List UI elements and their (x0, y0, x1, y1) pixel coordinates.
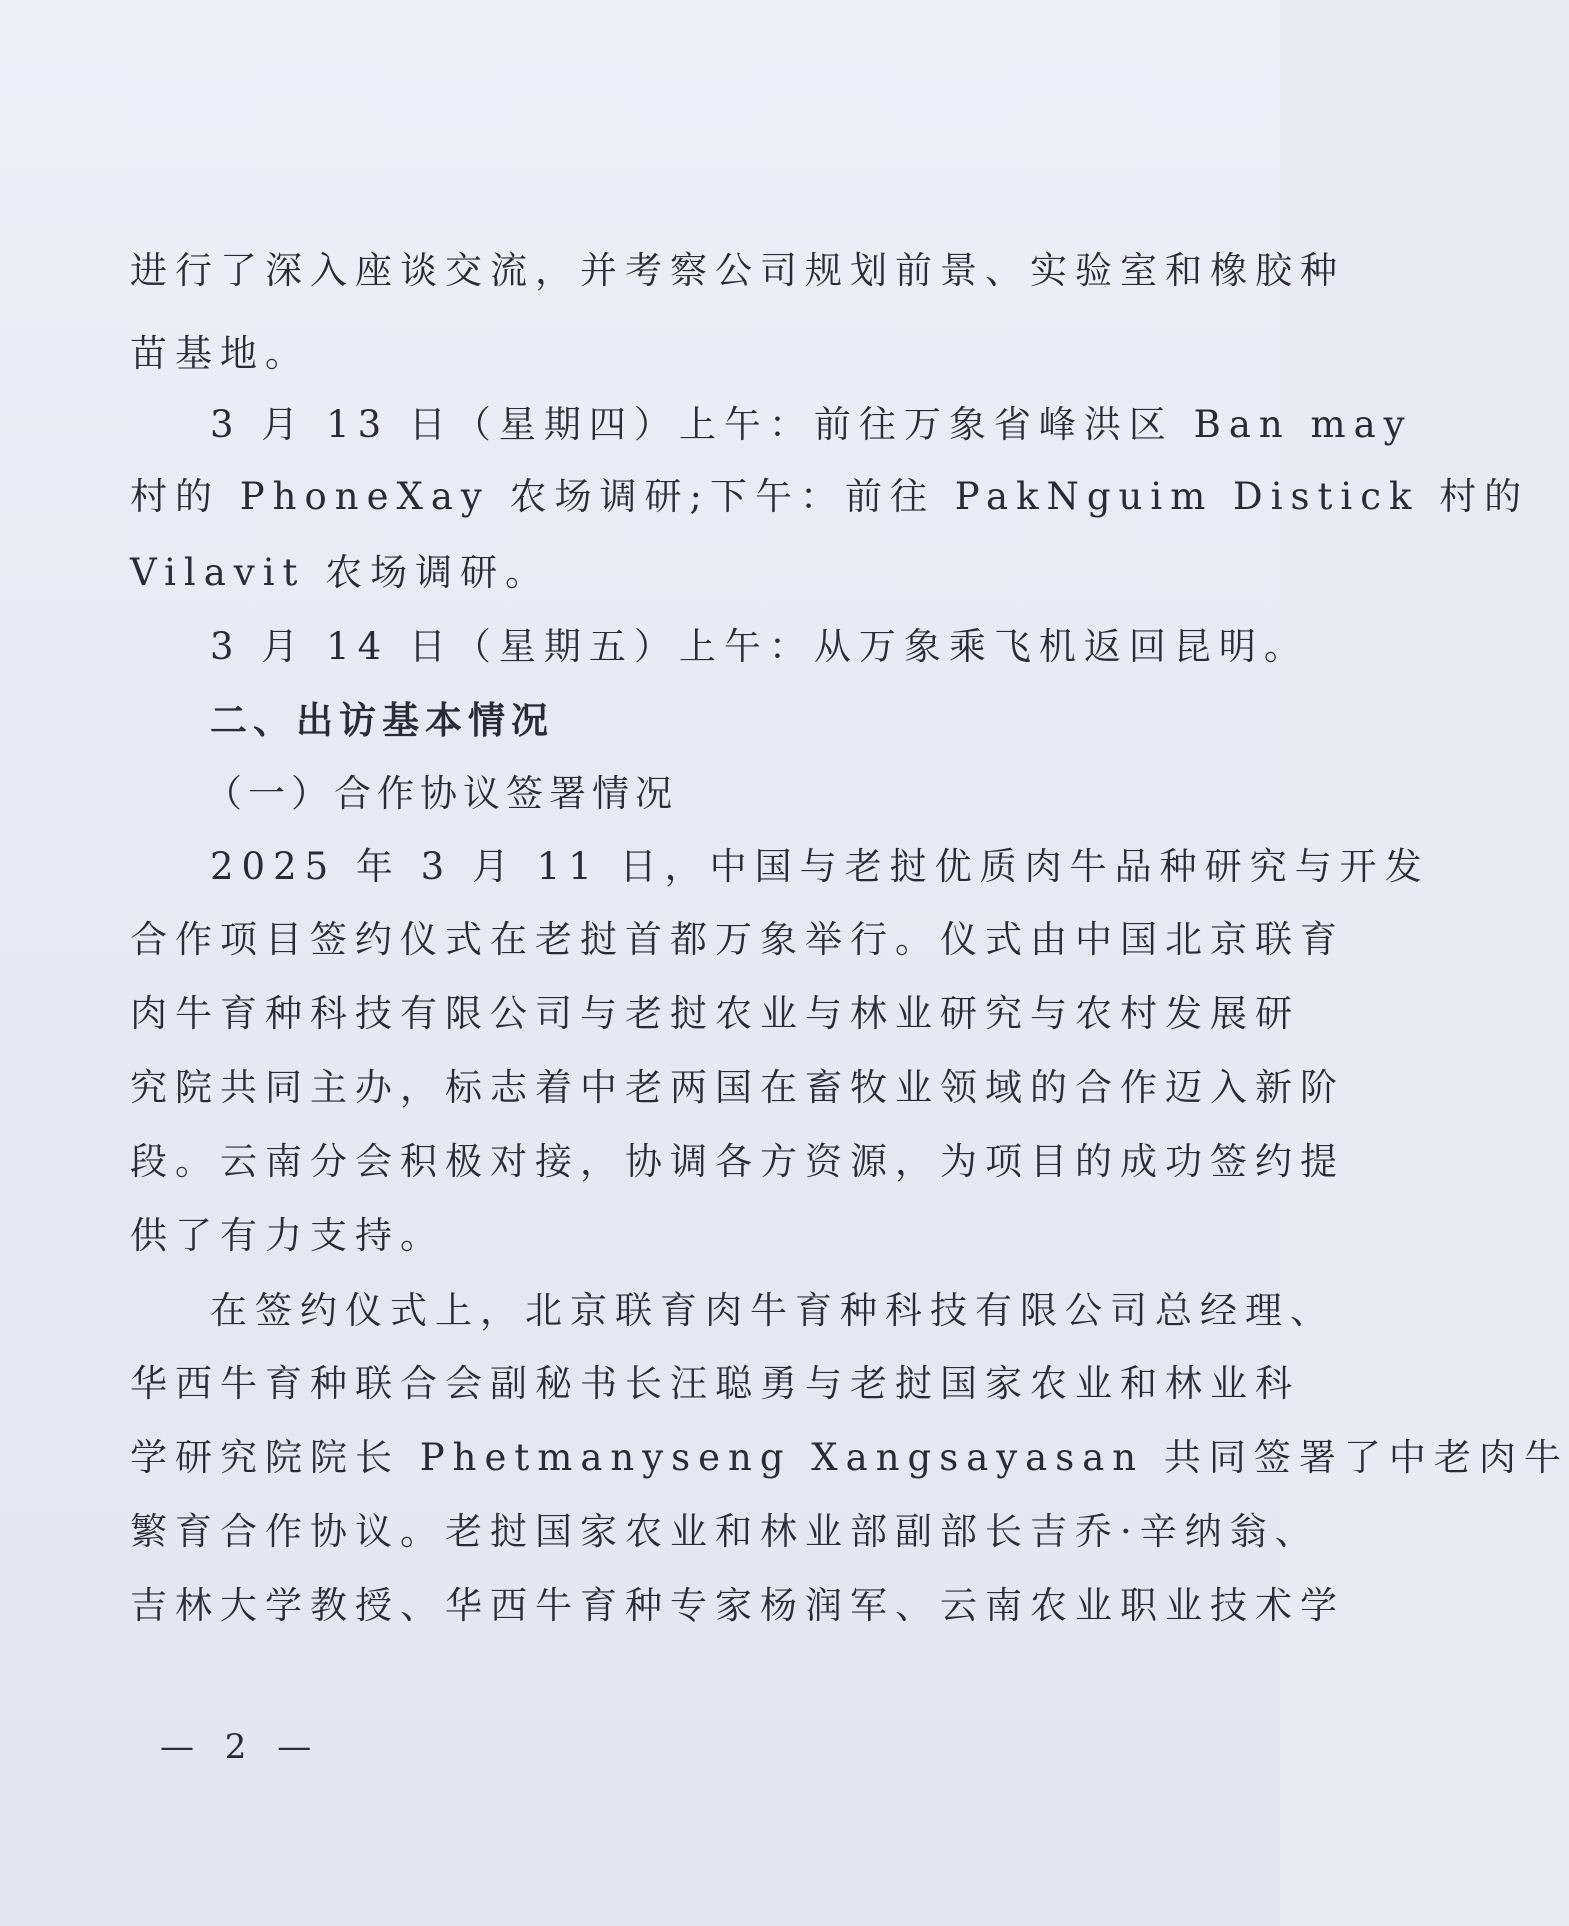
paragraph-line: 繁育合作协议。老挝国家农业和林业部副部长吉乔·辛纳翁、 (130, 1510, 1320, 1553)
schedule-day-march-13: 3 月 13 日（星期四）上午：前往万象省峰洪区 Ban may (210, 403, 1413, 446)
paragraph-line: 肉牛育种科技有限公司与老挝农业与林业研究与农村发展研 (130, 992, 1300, 1035)
text-line: Vilavit 农场调研。 (130, 551, 551, 594)
paragraph-line: 段。云南分会积极对接，协调各方资源，为项目的成功签约提 (130, 1140, 1345, 1183)
paragraph-line: 2025 年 3 月 11 日，中国与老挝优质肉牛品种研究与开发 (210, 845, 1430, 888)
paragraph-line: 合作项目签约仪式在老挝首都万象举行。仪式由中国北京联育 (130, 918, 1345, 961)
text-line: 村的 PhoneXay 农场调研;下午：前往 PakNguim Distick 村的 (130, 475, 1530, 518)
schedule-day-march-14: 3 月 14 日（星期五）上午：从万象乘飞机返回昆明。 (210, 625, 1309, 668)
paragraph-line: 在签约仪式上，北京联育肉牛育种科技有限公司总经理、 (210, 1289, 1335, 1332)
paragraph-line: 究院共同主办，标志着中老两国在畜牧业领域的合作迈入新阶 (130, 1066, 1345, 1109)
paragraph-line: 学研究院院长 Phetmanyseng Xangsayasan 共同签署了中老肉牛 (130, 1436, 1569, 1479)
subsection-heading: （一）合作协议签署情况 (205, 772, 678, 815)
paragraph-line: 华西牛育种联合会副秘书长汪聪勇与老挝国家农业和林业科 (130, 1362, 1300, 1405)
section-heading: 二、出访基本情况 (210, 699, 554, 742)
paragraph-line: 供了有力支持。 (130, 1214, 445, 1257)
text-line: 进行了深入座谈交流，并考察公司规划前景、实验室和橡胶种 (130, 249, 1345, 292)
text-line: 苗基地。 (130, 332, 310, 375)
page-number: — 2 — (160, 1727, 322, 1767)
paragraph-line: 吉林大学教授、华西牛育种专家杨润军、云南农业职业技术学 (130, 1584, 1345, 1627)
